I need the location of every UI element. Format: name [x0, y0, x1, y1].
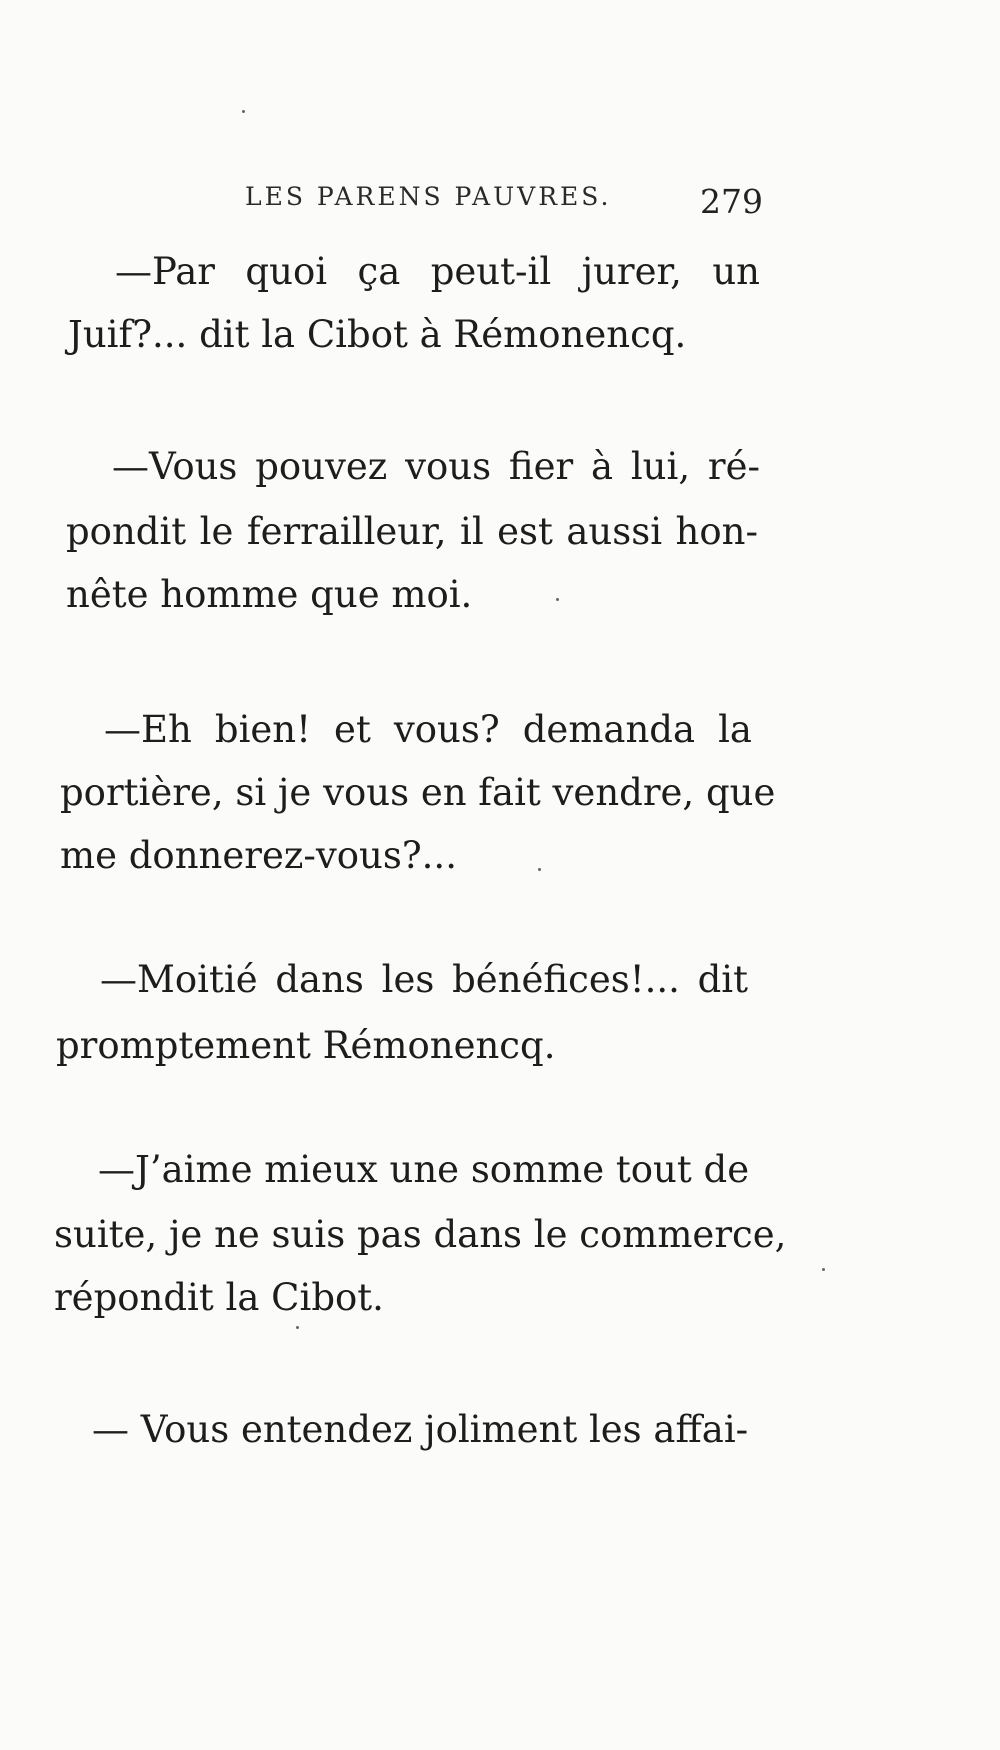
text-line: pondit le ferrailleur, il est aussi hon- — [66, 510, 758, 553]
text-line: —Par quoi ça peut-il jurer, un — [115, 250, 760, 293]
print-speck — [822, 1268, 825, 1271]
text-line: nête homme que moi. — [66, 573, 473, 616]
page-number: 279 — [700, 182, 763, 221]
print-speck — [296, 1326, 299, 1329]
print-speck — [538, 868, 541, 871]
print-speck — [242, 110, 245, 113]
text-line: — Vous entendez joliment les affai- — [92, 1408, 749, 1451]
running-head: LES PARENS PAUVRES. — [245, 182, 612, 211]
text-line: promptement Rémonencq. — [56, 1024, 556, 1067]
text-line: —Eh bien! et vous? demanda la — [104, 708, 752, 751]
print-speck — [556, 598, 559, 601]
text-line: me donnerez-vous?... — [60, 834, 457, 877]
text-line: —Moitié dans les bénéfices!... dit — [100, 958, 748, 1001]
text-line: Juif?... dit la Cibot à Rémonencq. — [68, 313, 687, 356]
text-line: répondit la Cibot. — [54, 1276, 384, 1319]
text-line: portière, si je vous en fait vendre, que — [60, 771, 776, 814]
text-line: —Vous pouvez vous fier à lui, ré- — [112, 445, 760, 488]
text-line: —J’aime mieux une somme tout de — [98, 1148, 750, 1191]
text-line: suite, je ne suis pas dans le commerce, — [54, 1213, 787, 1256]
